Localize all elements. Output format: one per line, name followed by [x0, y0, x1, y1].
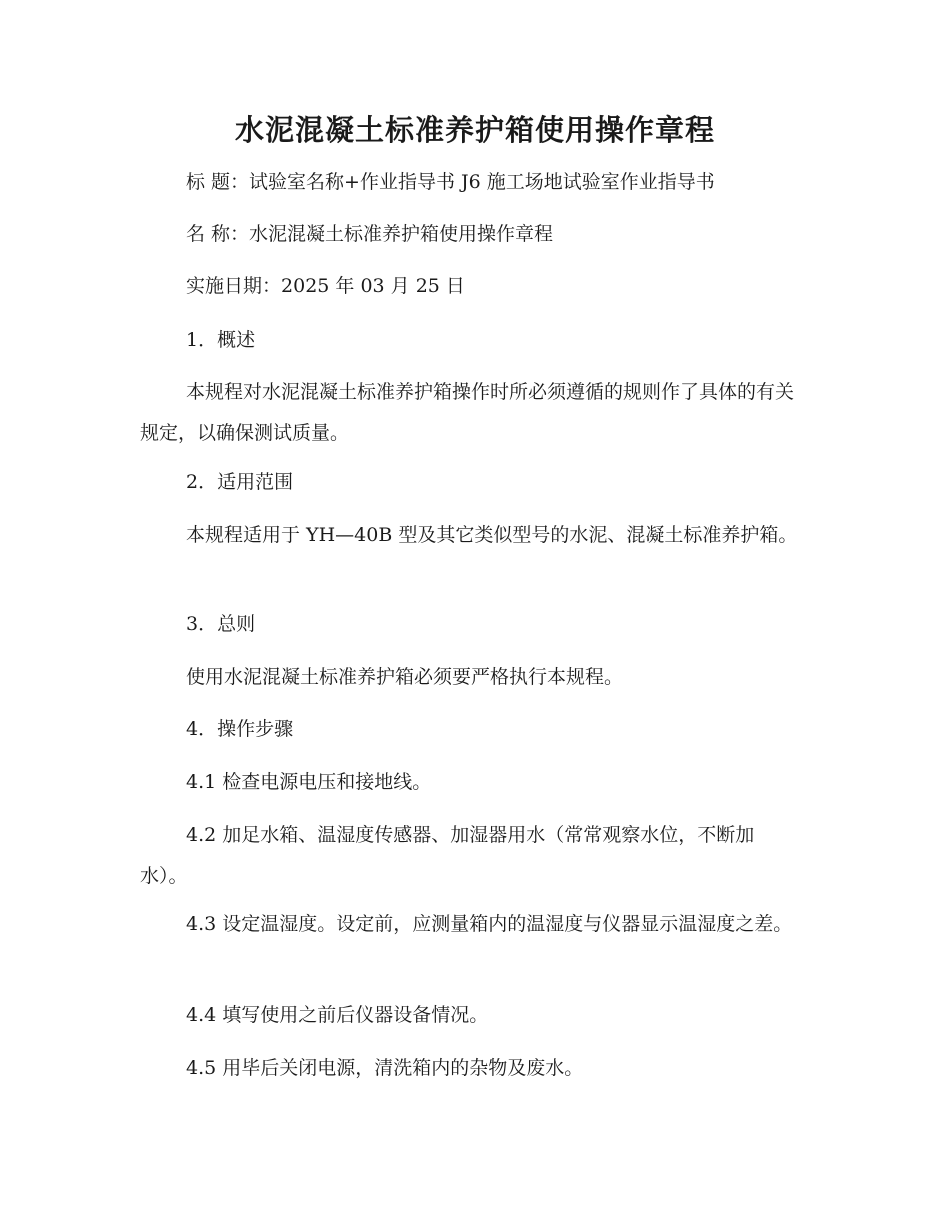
meta-title-row [140, 162, 800, 203]
section-2-body: 本规程适用于 YH—40B 型及其它类似型号的水泥、混凝土标准养护箱。 [186, 524, 798, 546]
meta-title-label: 标 题： [186, 171, 250, 193]
meta-name-value: 水泥混凝土标准养护箱使用操作章程 [249, 223, 554, 245]
section-1-heading: 1．概述 [186, 329, 256, 351]
meta-date-row [140, 266, 800, 307]
step-4-4: 4.4 填写使用之前后仪器设备情况。 [186, 1004, 489, 1026]
meta-date-label: 实施日期： [186, 275, 282, 297]
section-3-body: 使用水泥混凝土标准养护箱必须要严格执行本规程。 [186, 666, 624, 688]
meta-name-label: 名 称： [186, 223, 250, 245]
step-4-3: 4.3 设定温湿度。设定前，应测量箱内的温湿度与仪器显示温湿度之差。 [186, 913, 793, 935]
section-1-body: 本规程对水泥混凝土标准养护箱操作时所必须遵循的规则作了具体的有关规定，以确保测试质量。 [140, 381, 795, 444]
meta-name-row [140, 214, 800, 255]
meta-title-value: 试验室名称+作业指导书 J6 施工场地试验室作业指导书 [249, 171, 715, 193]
step-4-5: 4.5 用毕后关闭电源，清洗箱内的杂物及废水。 [186, 1057, 584, 1079]
step-4-1: 4.1 检查电源电压和接地线。 [186, 771, 432, 793]
meta-date-value: 2025 年 03 月 25 日 [281, 275, 465, 297]
section-2-heading: 2．适用范围 [186, 471, 294, 493]
document-title: 水泥混凝土标准养护箱使用操作章程 [234, 113, 715, 147]
section-4-heading: 4．操作步骤 [186, 718, 294, 740]
step-4-2: 4.2 加足水箱、温湿度传感器、加湿器用水（常常观察水位，不断加水）。 [140, 824, 755, 887]
section-3-heading: 3．总则 [186, 613, 256, 635]
